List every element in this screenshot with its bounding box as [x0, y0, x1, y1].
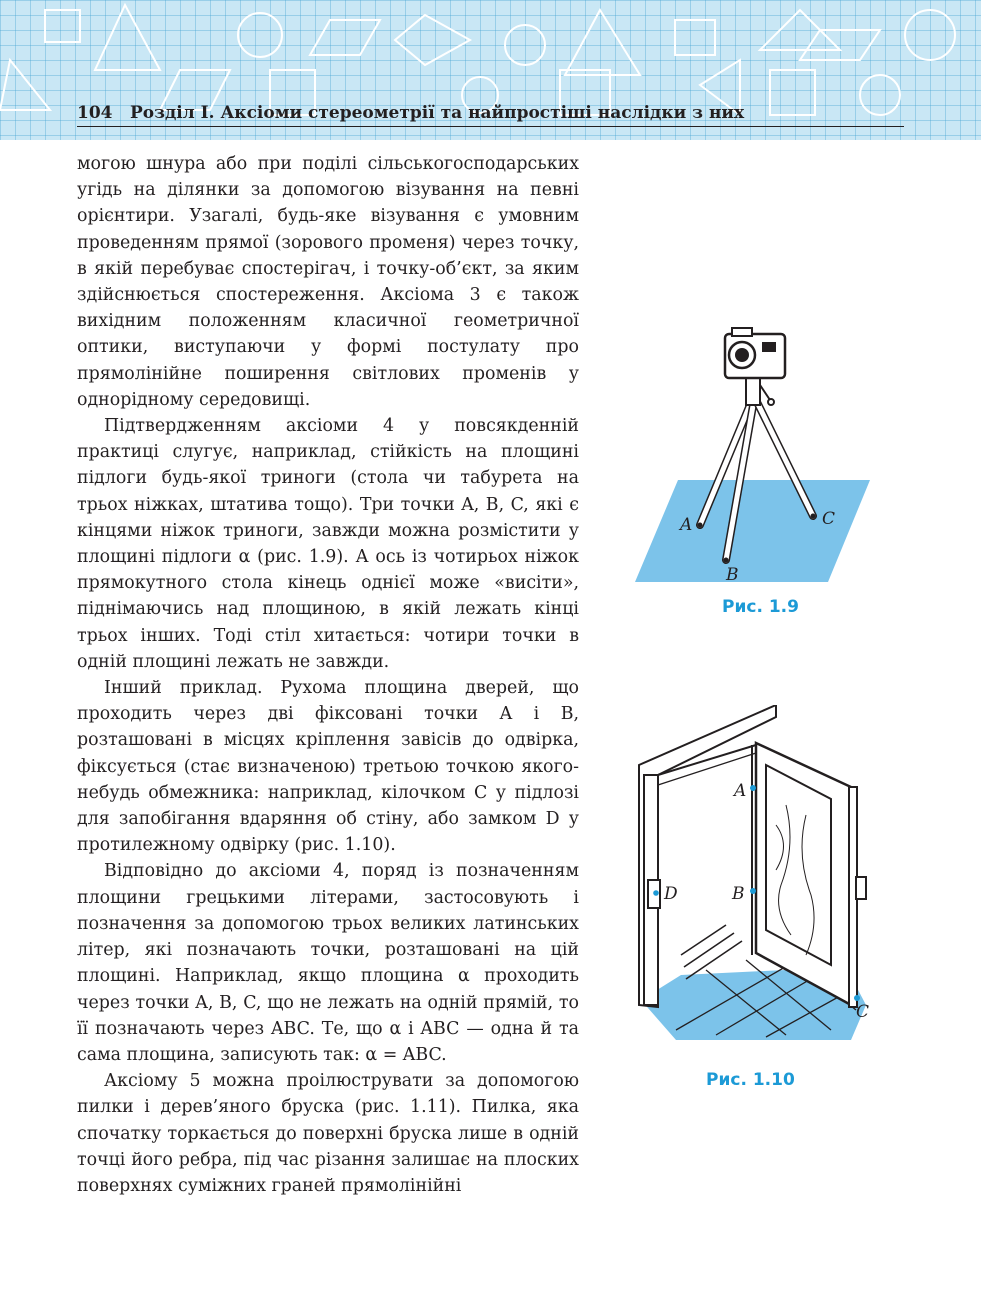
- decor-triangle: [0, 60, 50, 110]
- tripod-column: [746, 375, 760, 405]
- decor-triangle: [565, 10, 640, 75]
- header-rule: [77, 126, 904, 127]
- figure-1-10-door: [636, 705, 876, 1050]
- figure-1-9-tripod: [630, 320, 875, 590]
- paragraph-3: Інший приклад. Рухома площина дверей, що проходить через дві фіксовані точки A і B, розташовані в місцях кріплення завісів до одвірка, фіксується (стає визначеною) третьою точкою якого-небудь обмежника: наприклад, кілочком C у підлозі для запобігання вдаряння об стіну, або замком D у протилежному одвірку (рис. 1.10).: [77, 678, 579, 856]
- paragraph-1: могою шнура або при поділі сільськогосподарських угідь на ділянки за допомогою візування на певні орієнтири. Узагалі, будь-яке візування є умовним проведенням прямої (зорового променя) через точку, в якій перебуває спостерігач, і точку-об’єкт, за яким здійснюється спостереження. Аксіома 3 є також вихідним положенням класичної геометричної оптики, виступаючи у формі постулату про прямолінійне поширення світлових променів у однорідному середовищі.: [77, 154, 579, 410]
- label-point-b: B: [732, 884, 745, 904]
- label-point-a: A: [680, 515, 693, 535]
- decor-square: [45, 10, 80, 42]
- decor-parallelogram: [310, 20, 380, 55]
- caption-figure-1-9: Рис. 1.9: [722, 597, 799, 617]
- decor-parallelogram: [800, 30, 880, 60]
- body-text: [77, 151, 579, 1199]
- floor-plane: [635, 480, 870, 582]
- paragraph-4: Відповідно до аксіоми 4, поряд із позначенням площини грецькими літерами, застосовують і позначення за допомогою трьох великих латинських літер, які позначають точки, розташовані на цій площині. Наприклад, якщо площина α проходить через точки A, B, C, що не лежать на одній прямій, то її позначають через ABC. Те, що α і ABC — одна й та сама площина, записують так: α = ABC.: [77, 861, 579, 1065]
- decor-diamond: [395, 15, 470, 65]
- caption-figure-1-10: Рис. 1.10: [706, 1070, 795, 1090]
- paragraph-5: Аксіому 5 можна проілюструвати за допомогою пилки і дерев’яного бруска (рис. 1.11). Пилка, яка спочатку торкається до поверхні бруска лише в одній точці його ребра, під час різання залишає на плоских поверхнях суміжних граней прямолінійні: [77, 1071, 579, 1196]
- paragraph-2: Підтвердженням аксіоми 4 у повсякденній практиці слугує, наприклад, стійкість на площині підлоги будь-якої триноги (стола чи табурета на трьох ніжках, штатива тощо). Три точки A, B, C, які є кінцями ніжок триноги, завжди можна розмістити у площині підлоги α (рис. 1.9). А ось із чотирьох ніжок прямокутного стола кінець однієї може «висіти», піднімаючись над площиною, в якій лежать кінці трьох інших. Тоді стіл хитається: чотири точки в одній площині лежать не завжди.: [77, 416, 579, 672]
- label-point-c: C: [822, 509, 836, 529]
- label-point-d: D: [664, 884, 678, 904]
- door-window: [766, 765, 831, 965]
- page-number: 104: [77, 103, 113, 123]
- label-point-b: B: [726, 565, 739, 585]
- decor-circle: [238, 13, 282, 57]
- label-point-c: C: [856, 1002, 870, 1022]
- decor-circle: [505, 25, 545, 65]
- decor-triangle: [95, 5, 160, 70]
- decor-square: [675, 20, 715, 55]
- decor-circle: [905, 10, 955, 60]
- decor-square: [770, 70, 815, 115]
- section-title: Розділ І. Аксіоми стереометрії та найпростіші наслідки з них: [130, 103, 745, 123]
- decor-circle: [860, 75, 900, 115]
- label-point-a: A: [734, 781, 747, 801]
